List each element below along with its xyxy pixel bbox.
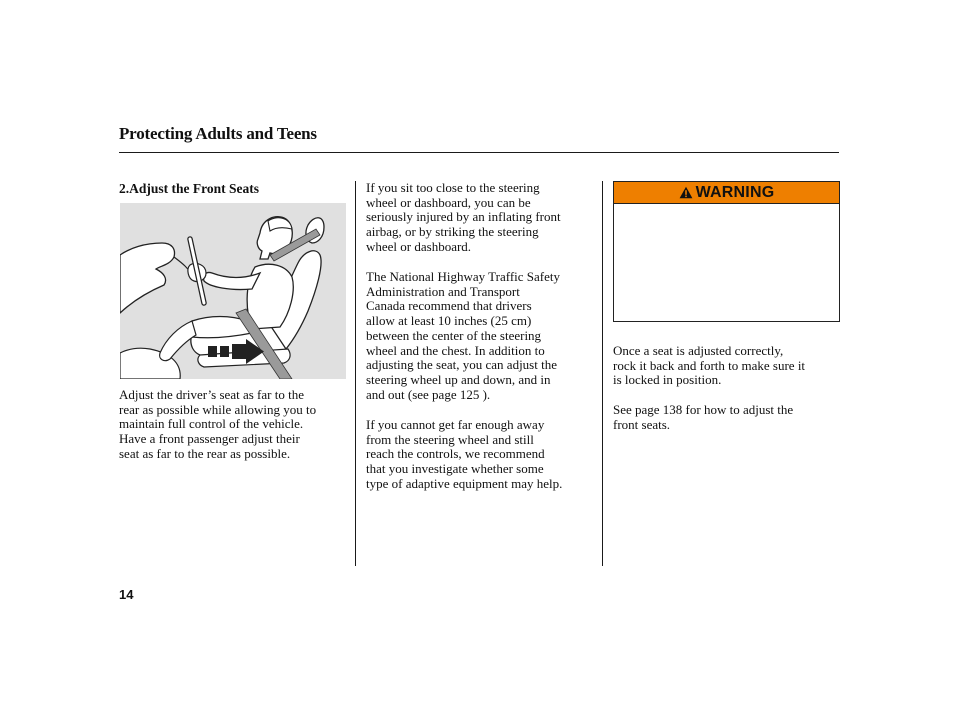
page-number: 14 <box>119 587 134 602</box>
right-paragraph-2: See page 138 for how to adjust the front seats. <box>613 402 794 432</box>
section-heading: 2.Adjust the Front Seats <box>119 181 260 196</box>
title-divider <box>119 152 839 153</box>
middle-paragraph-2: The National Highway Traffic Safety Administration and Transport Canada recommend that drivers allow at least 10 inches (25 cm) between the center of the steering wheel and the chest. In addition to adjusting the seat, you can adjust the steering wheel up and down, and in and out (see page 125 ). <box>366 269 560 402</box>
warning-label: WARNING <box>695 183 775 201</box>
warning-triangle-icon <box>679 186 693 199</box>
right-paragraph-1: Once a seat is adjusted correctly, rock it back and forth to make sure it is locked in position. <box>613 343 806 388</box>
left-body-text: Adjust the driver’s seat as far to the rear as possible while allowing you to maintain full control of the vehicle. Have a front passenger adjust their seat as far to the rear as possible. <box>119 387 317 461</box>
middle-paragraph-1: If you sit too close to the steering wheel or dashboard, you can be seriously injured by an inflating front airbag, or by striking the steering wheel or dashboard. <box>366 180 561 254</box>
page-title: Protecting Adults and Teens <box>119 124 317 143</box>
warning-header <box>614 182 839 204</box>
column-divider-right <box>602 181 603 566</box>
middle-paragraph-3: If you cannot get far enough away from the steering wheel and still reach the controls, we recommend that you investigate whether some type of adaptive equipment may help. <box>366 417 563 491</box>
warning-box <box>613 181 840 322</box>
column-divider-left <box>355 181 356 566</box>
driver-seat-illustration <box>120 203 346 379</box>
